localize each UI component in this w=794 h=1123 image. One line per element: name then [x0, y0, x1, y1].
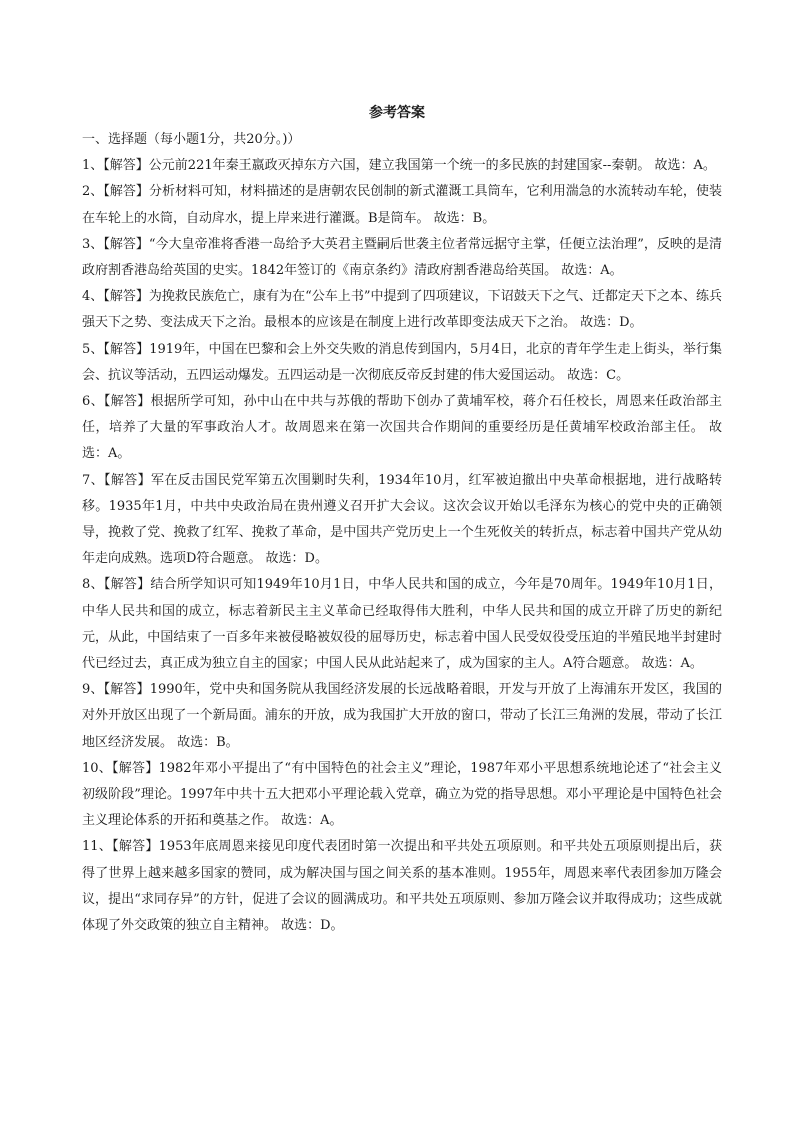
answer-item-1 [82, 153, 722, 179]
answer-text: 1919年，中国在巴黎和会上外交失败的消息传到国内，5月4日，北京的青年学生走上街头，举行集会、抗议等活动，五四运动爆发。五四运动是一次彻底反帝反封建的伟大爱国运动。 故选：C。 [82, 341, 722, 383]
answer-number: 2、 [82, 184, 104, 200]
answer-tag: 【解答】 [103, 158, 149, 174]
answer-number: 5、 [82, 341, 104, 357]
answer-tag: 【解答】 [104, 472, 151, 488]
answer-text: 军在反击国民党军第五次围剿时失利，1934年10月，红军被迫撤出中央革命根据地，进行战略转移。1935年1月，中共中央政治局在贵州遵义召开扩大会议。这次会议开始以毛泽东为核心的党中央的正确领导，挽救了党、挽救了红军、挽救了革命，是中国共产党历史上一个生死攸关的转折点，标志着中国共产党从幼年走向成熟。选项D符合题意。 故选：D。 [82, 472, 722, 567]
answer-item-3 [82, 232, 722, 284]
answer-text: 公元前221年秦王嬴政灭掉东方六国，建立我国第一个统一的多民族的封建国家--秦朝。 故选：A。 [148, 158, 716, 174]
answer-text: 1982年邓小平提出了“有中国特色的社会主义”理论，1987年邓小平思想系统地论述了“社会主义初级阶段”理论。1997年中共十五大把邓小平理论载入党章，确立为党的指导思想。邓小平理论是中国特色社会主义理论体系的开拓和奠基之作。 故选：A。 [82, 760, 722, 829]
answer-tag: 【解答】 [112, 760, 159, 776]
answer-item-5 [82, 337, 722, 389]
answer-text: 为挽救民族危亡，康有为在“公车上书”中提到了四项建议，下诏鼓天下之气、迁都定天下之本、练兵强天下之势、变法成天下之治。最根本的应该是在制度上进行改革即变法成天下之治。 故选：D。 [82, 289, 722, 331]
answer-number: 7、 [82, 472, 104, 488]
answer-number: 3、 [82, 236, 104, 252]
answer-number: 8、 [82, 577, 104, 593]
answer-tag: 【解答】 [103, 394, 151, 410]
answer-tag: 【解答】 [103, 577, 151, 593]
answer-text: 1953年底周恩来接见印度代表团时第一次提出和平共处五项原则。和平共处五项原则提出后，获得了世界上越来越多国家的赞同，成为解决国与国之间关系的基本准则。1955年，周恩来率代表团参加万隆会议，提出“求同存异”的方针，促进了会议的圆满成功。和平共处五项原则、参加万隆会议并取得成功；这些成就体现了外交政策的独立自主精神。 故选：D。 [82, 839, 722, 934]
answer-text: 结合所学知识可知1949年10月1日，中华人民共和国的成立，今年是70周年。1949年10月1日，中华人民共和国的成立，标志着新民主主义革命已经取得伟大胜利，中华人民共和国的成立开辟了历史的新纪元，从此，中国结束了一百多年来被侵略被奴役的屈辱历史，标志着中国人民受奴役受压迫的半殖民地半封建时代已经过去，真正成为独立自主的国家；中国人民从此站起来了，成为国家的主人。A符合题意。 故选：A。 [82, 577, 722, 672]
answer-tag: 【解答】 [112, 839, 159, 855]
answer-number: 10、 [82, 760, 113, 776]
answer-tag: 【解答】 [103, 289, 149, 305]
answer-item-6 [82, 389, 722, 468]
answer-number: 4、 [82, 289, 104, 305]
answer-text: “今大皇帝准将香港一岛给予大英君主暨嗣后世袭主位者常远据守主掌，任便立法治理”，反映的是清政府割香港岛给英国的史实。1842年签订的《南京条约》清政府割香港岛给英国。 故选：A。 [82, 236, 722, 279]
answer-number: 6、 [82, 394, 104, 410]
answer-item-4 [82, 284, 722, 336]
answer-number: 1、 [82, 158, 104, 174]
answer-text: 分析材料可知，材料描述的是唐朝农民创制的新式灌溉工具筒车，它利用湍急的水流转动车轮，使装在车轮上的水筒，自动戽水，提上岸来进行灌溉。B是筒车。 故选：B。 [82, 184, 722, 226]
answer-number: 9、 [82, 682, 104, 698]
page-title: 参考答案 [369, 105, 425, 121]
section-heading: 一、选择题（每小题1分，共20分。)） [82, 132, 301, 147]
answer-tag: 【解答】 [103, 682, 150, 698]
answer-text: 1990年，党中央和国务院从我国经济发展的长远战略着眼，开发与开放了上海浦东开发区，我国的对外开放区出现了一个新局面。浦东的开放，成为我国扩大开放的窗口，带动了长江三角洲的发展，带动了长江地区经济发展。 故选：B。 [82, 682, 722, 750]
answer-tag: 【解答】 [103, 341, 150, 357]
answer-tag: 【解答】 [103, 236, 149, 252]
answer-content [82, 127, 722, 939]
answer-item-7 [82, 468, 722, 573]
answer-item-9 [82, 677, 722, 756]
answer-tag: 【解答】 [103, 184, 149, 200]
answer-item-11 [82, 834, 722, 939]
answer-item-10 [82, 756, 722, 835]
answer-item-2 [82, 179, 722, 231]
answer-item-8 [82, 572, 722, 677]
answer-number: 11、 [82, 839, 113, 855]
answer-text: 根据所学可知，孙中山在中共与苏俄的帮助下创办了黄埔军校，蒋介石任校长，周恩来任政治部主任，培养了大量的军事政治人才。故周恩来在第一次国共合作期间的重要经历是任黄埔军校政治部主任。 故选：A。 [82, 394, 722, 462]
